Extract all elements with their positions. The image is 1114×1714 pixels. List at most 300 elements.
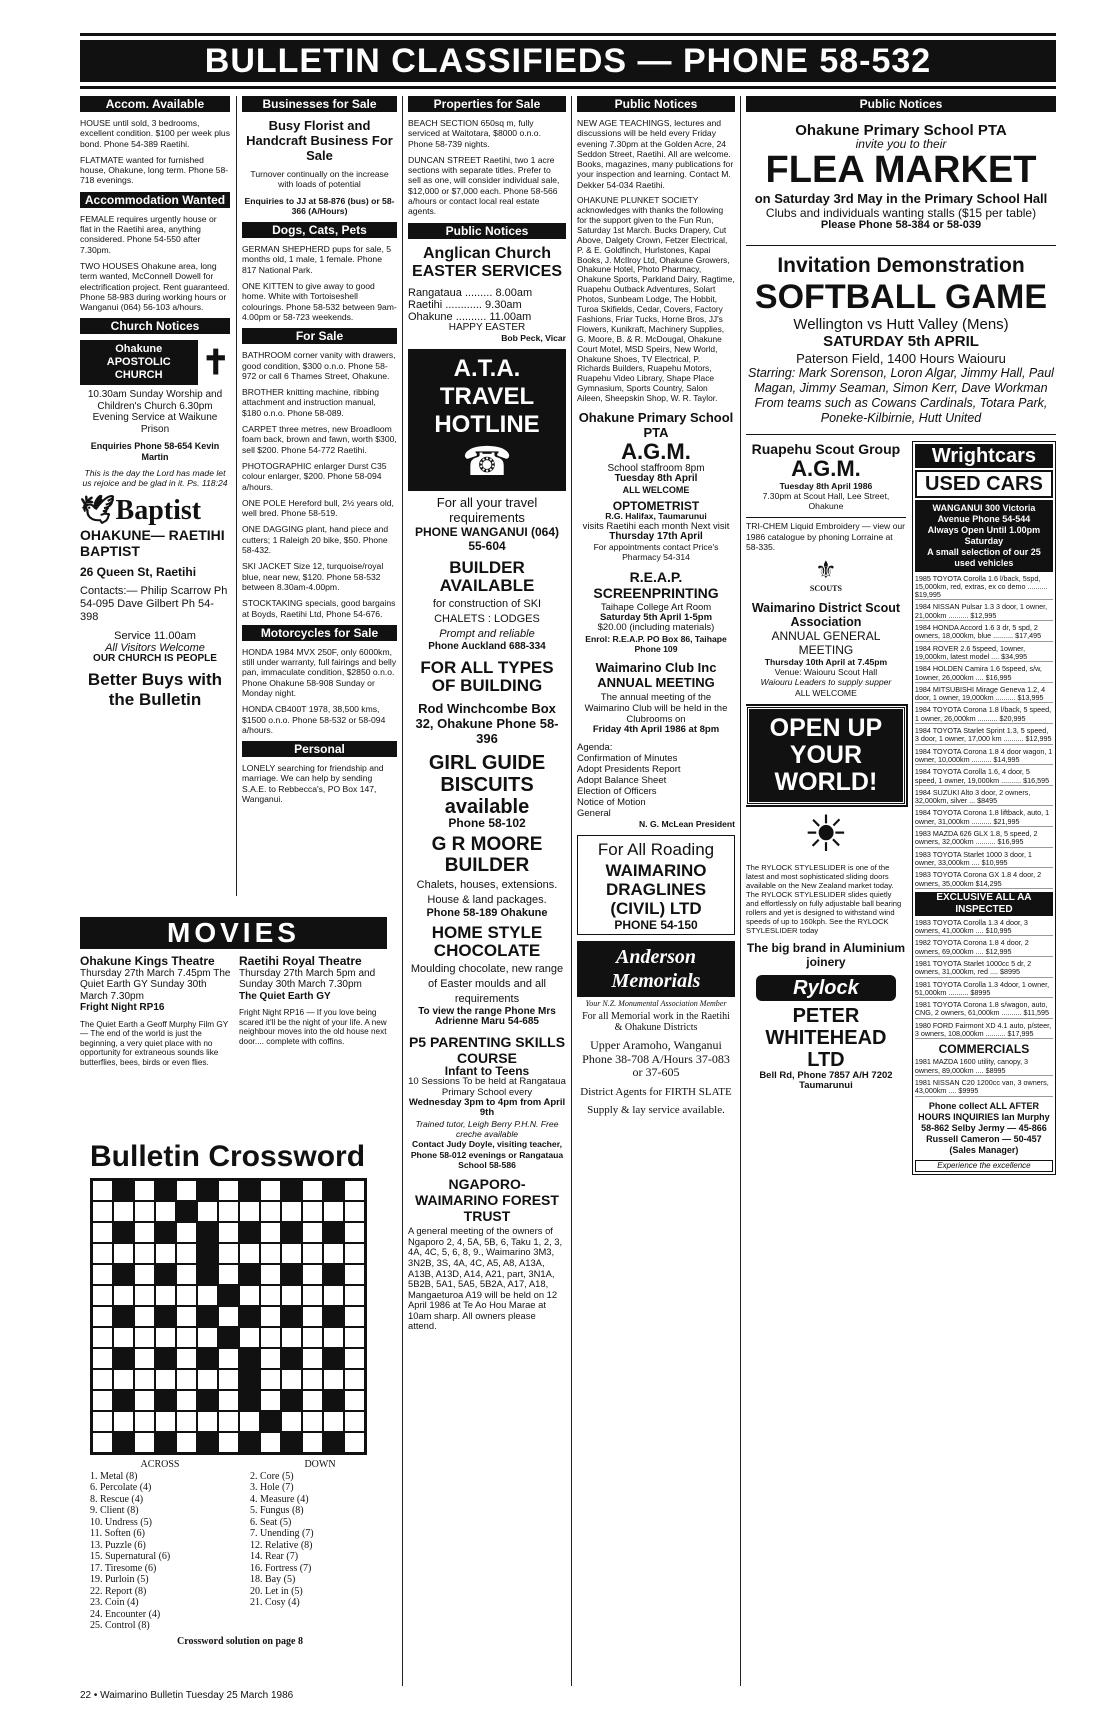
crossword-cell[interactable]: [113, 1201, 134, 1222]
crossword-solution-note: Crossword solution on page 8: [177, 1635, 303, 1647]
crossword-cell[interactable]: [344, 1348, 365, 1369]
down-clues: [250, 1459, 390, 1632]
crossword-cell[interactable]: [218, 1180, 239, 1201]
crossword-cell[interactable]: [92, 1201, 113, 1222]
car-listing: 1984 MITSUBISHI Mirage Geneva 1.2, 4 door, 1 owner, 19,000km .......... $13,995: [915, 686, 1053, 704]
crossword-cell[interactable]: [134, 1348, 155, 1369]
crossword-cell[interactable]: [92, 1390, 113, 1411]
guide-title: GIRL GUIDE BISCUITS available: [428, 751, 546, 818]
crossword-cell[interactable]: [260, 1369, 281, 1390]
crossword-cell[interactable]: [302, 1432, 323, 1453]
column-separator: [740, 96, 741, 1686]
apostolic-name: Ohakune APOSTOLIC CHURCH: [80, 340, 198, 385]
crossword-block: [113, 1306, 134, 1327]
scout-when: Tuesday 8th April 1986: [779, 480, 873, 491]
film-description: The Quiet Earth a Geoff Murphy Film GY — The end of the world is just the beginning, a very quiet place with no opportunity for extraneous sounds like butterflies, bees, birds or even flies.: [80, 1019, 229, 1067]
down-header: DOWN: [304, 1459, 336, 1470]
car-listing: 1984 HONDA Accord 1.6 3 dr, 5 spd, 2 owners, 18,000km, blue .......... $17,495: [915, 624, 1053, 642]
crossword-cell[interactable]: [344, 1285, 365, 1306]
crossword-cell[interactable]: [281, 1327, 302, 1348]
crossword-cell[interactable]: [176, 1222, 197, 1243]
crossword-cell[interactable]: [344, 1264, 365, 1285]
baptist-logo: [80, 495, 230, 527]
crossword-cell[interactable]: [176, 1264, 197, 1285]
softball-invite: Invitation Demonstration: [777, 253, 1025, 277]
clue-item: 23. Coin (4): [90, 1597, 139, 1608]
crossword-cell[interactable]: [218, 1432, 239, 1453]
plunket-notice: OHAKUNE PLUNKET SOCIETY acknowledges with thanks the following for the support given to the Fun Run, Saturday 1st March. Bucks Drapery, Cut Above, Dalgety Crown, Fetzer Electrical, P. & E. Goldfinch, Hurlstones, Kapai Books, J. McIlroy Ltd, Ohakune Growers, Ohakune Hotel, Photo Pharmacy, Ohakune Sports, Parkland Dairy, Ragtime, Ruapehu Outback Adventures, Solart Photos, Sunbeam Lodge, The Hobbit, Turoa Skifields, Cedar, Covers, Factory Fashions, Friar Tucks, Horne Bros, JJ's Flowers, Kunikraft, Machinery Supplies, G. Moore, B. & R. McDougal, Ohakune Court Motel, MSD Speirs, New World, Ohakune Shoes, TV Electrical, P. Richards Builders, Ruapehu Motors, Ruapehu Video Library, Shape Place Gymnasium, Sports Country, Salon Aileen, Sheepskin Shop, W. R. Taylor.: [577, 195, 735, 404]
optometrist-name: R.G. Halifax, Taumarunui: [605, 511, 707, 522]
crossword-cell[interactable]: [155, 1243, 176, 1264]
crossword-block: [113, 1348, 134, 1369]
scout-where: 7.30pm at Scout Hall, Lee Street, Ohakune: [762, 490, 890, 512]
crossword-cell[interactable]: [134, 1306, 155, 1327]
crossword-cell[interactable]: [218, 1306, 239, 1327]
baptist-address: 26 Queen St, Raetihi: [80, 564, 197, 579]
chocolate-title: HOME STYLE CHOCOLATE: [431, 923, 543, 961]
builder-phone: Phone Auckland 688-334: [428, 641, 546, 653]
clue-item: 18. Bay (5): [250, 1574, 296, 1585]
agenda-item: Election of Officers: [577, 785, 657, 797]
crossword-cell[interactable]: [344, 1411, 365, 1432]
section-header: Church Notices: [80, 318, 230, 334]
crossword-cell[interactable]: [302, 1222, 323, 1243]
optometrist-text: visits Raetihi each month Next visit: [582, 520, 730, 532]
car-listing: 1983 TOYOTA Corona GX 1.8 4 door, 2 owners, 35,000km $14,295: [915, 871, 1053, 889]
crossword-cell[interactable]: [218, 1243, 239, 1264]
baptist-service: Service 11.00am: [114, 629, 196, 642]
crossword-cell[interactable]: [344, 1201, 365, 1222]
classified-ad: GERMAN SHEPHERD pups for sale, 5 months old, 1 male, 1 female. Phone 817 National Park.: [242, 244, 392, 275]
crossword-cell[interactable]: [92, 1306, 113, 1327]
forest-trust-title: NGAPORO-WAIMARINO FOREST TRUST: [415, 1176, 559, 1225]
crossword-block: [323, 1432, 344, 1453]
florist-text: Turnover continually on the increase with loads of potential: [250, 169, 389, 190]
movies-banner: MOVIES: [80, 917, 387, 949]
crossword-cell[interactable]: [281, 1411, 302, 1432]
anglican-services: [408, 287, 566, 323]
crossword-cell[interactable]: [302, 1411, 323, 1432]
wrightcars-hours: Always Open Until 1.00pm Saturday: [927, 524, 1041, 546]
sunrise-icon: ☀: [803, 805, 849, 862]
crossword-cell[interactable]: [134, 1369, 155, 1390]
club-text: The annual meeting of the Waimarino Club will be held in the Clubrooms on: [584, 692, 728, 726]
crossword-cell[interactable]: [344, 1180, 365, 1201]
crossword-cell[interactable]: [260, 1264, 281, 1285]
florist-title: Busy Florist and Handcraft Business For Sale: [246, 118, 393, 163]
crossword-cell[interactable]: [134, 1264, 155, 1285]
wrightcars-address: WANGANUI 300 Victoria Avenue Phone 54-544: [932, 502, 1036, 524]
crossword-cell[interactable]: [92, 1264, 113, 1285]
flea-when: on Saturday 3rd May in the Primary School Hall: [754, 191, 1048, 207]
car-listing: 1984 SUZUKI Alto 3 door, 2 owners, 32,000km, silver ... $8495: [915, 789, 1053, 807]
clue-item: 25. Control (8): [90, 1620, 150, 1631]
crossword-block: [197, 1264, 218, 1285]
crossword-cell[interactable]: [92, 1180, 113, 1201]
crossword-cell[interactable]: [92, 1327, 113, 1348]
crossword-block: [323, 1306, 344, 1327]
optometrist-when: Thursday 17th April: [609, 530, 703, 542]
crossword-block: [113, 1432, 134, 1453]
crossword-cell[interactable]: [134, 1327, 155, 1348]
crossword-cell[interactable]: [239, 1285, 260, 1306]
crossword-cell[interactable]: [197, 1201, 218, 1222]
crossword-cell[interactable]: [113, 1411, 134, 1432]
crossword-cell[interactable]: [302, 1369, 323, 1390]
p5-when: Wednesday 3pm to 4pm from April 9th: [408, 1097, 566, 1119]
clue-item: 11. Soften (6): [90, 1528, 145, 1539]
crossword-block: [155, 1222, 176, 1243]
anglican-signature: Bob Peck, Vicar: [501, 332, 566, 343]
clue-item: 5. Fungus (8): [250, 1505, 304, 1516]
open-up-banner: OPEN UP YOUR WORLD!: [746, 706, 906, 805]
section-header: Dogs, Cats, Pets: [242, 222, 397, 238]
clue-item: 22. Report (8): [90, 1585, 147, 1597]
crossword-block: [239, 1390, 260, 1411]
flea-market-title: FLEA MARKET: [765, 149, 1037, 192]
wrightcars-brand: Wrightcars: [915, 444, 1053, 468]
crossword-cell[interactable]: [260, 1285, 281, 1306]
clue-item: 24. Encounter (4): [90, 1608, 161, 1620]
crossword-grid[interactable]: [90, 1178, 367, 1455]
crossword-cell[interactable]: [134, 1285, 155, 1306]
crossword-cell[interactable]: [92, 1432, 113, 1453]
car-listing: 1981 MAZDA 1600 utility, canopy, 3 owners, 89,000km .... $8995: [915, 1058, 1053, 1076]
agenda-item: General: [577, 807, 611, 819]
crossword-block: [155, 1264, 176, 1285]
clue-item: 16. Fortress (7): [250, 1562, 312, 1574]
crossword-cell[interactable]: [281, 1243, 302, 1264]
rylock-brand: The big brand in Aluminium joinery: [746, 940, 906, 969]
crossword-cell[interactable]: [302, 1201, 323, 1222]
crossword-cell[interactable]: [113, 1369, 134, 1390]
crossword-cell[interactable]: [323, 1243, 344, 1264]
softball-title: SOFTBALL GAME: [754, 277, 1048, 316]
crossword-cell[interactable]: [155, 1327, 176, 1348]
masthead-title: BULLETIN CLASSIFIEDS — PHONE 58-532: [80, 40, 1056, 82]
chocolate-text: Moulding chocolate, new range of Easter moulds and all requirements: [410, 963, 564, 1006]
crossword-block: [323, 1390, 344, 1411]
crossword-block: [155, 1348, 176, 1369]
dove-icon: 🕊: [80, 494, 116, 526]
crossword-cell[interactable]: [176, 1243, 197, 1264]
crossword-cell[interactable]: [323, 1201, 344, 1222]
crossword-cell[interactable]: [134, 1432, 155, 1453]
car-listing: 1981 TOYOTA Starlet 1000cc 5 dr, 2 owners, 31,000km, red .... $8995: [915, 960, 1053, 978]
classified-ad: LONELY searching for friendship and marriage. We can help by sending S.A.E. to Rebbecca's, PO Box 147, Wanganui.: [242, 763, 384, 805]
crossword-cell[interactable]: [281, 1201, 302, 1222]
district-welcome: ALL WELCOME: [795, 687, 857, 698]
crossword-cell[interactable]: [344, 1243, 365, 1264]
crossword-cell[interactable]: [260, 1201, 281, 1222]
car-listing: 1984 ROVER 2.6 5speed, 1owner, 19,000km, latest model .... $34,995: [915, 645, 1053, 663]
moore-phone: Phone 58-189 Ohakune: [426, 906, 548, 919]
club-signature: N. G. McLean President: [639, 818, 735, 829]
peter-whitehead-title: PETER WHITEHEAD LTD: [765, 1004, 887, 1071]
crossword-cell[interactable]: [92, 1285, 113, 1306]
crossword-cell[interactable]: [134, 1411, 155, 1432]
crossword-cell[interactable]: [155, 1369, 176, 1390]
crossword-cell[interactable]: [323, 1327, 344, 1348]
crossword-block: [260, 1411, 281, 1432]
crossword-cell[interactable]: [176, 1327, 197, 1348]
service-line: Raetihi ............ 9.30am: [408, 298, 522, 311]
crossword-cell[interactable]: [92, 1348, 113, 1369]
crossword-block: [197, 1222, 218, 1243]
flea-pta: Ohakune Primary School PTA: [795, 122, 1007, 139]
clue-item: 9. Client (8): [90, 1505, 139, 1516]
crossword-cell[interactable]: [176, 1411, 197, 1432]
crossword-cell[interactable]: [155, 1285, 176, 1306]
crossword-cell[interactable]: [344, 1327, 365, 1348]
crossword-cell[interactable]: [344, 1432, 365, 1453]
crossword-cell[interactable]: [92, 1243, 113, 1264]
agenda-item: Confirmation of Minutes: [577, 752, 678, 764]
apostolic-enquiries: Enquiries Phone 58-654 Kevin Martin: [90, 441, 220, 462]
crossword-cell[interactable]: [176, 1432, 197, 1453]
crossword-block: [113, 1264, 134, 1285]
district-agm: ANNUAL GENERAL MEETING: [771, 628, 881, 657]
chocolate-contact: To view the range Phone Mrs Adrienne Maru 54-685: [418, 1006, 556, 1028]
district-when: Thursday 10th April at 7.45pm: [764, 656, 888, 667]
apostolic-times: 10.30am Sunday Worship and Children's Church 6.30pm Evening Service at Waikune Prison: [87, 389, 223, 435]
draglines-tagline: For All Roading: [597, 839, 715, 859]
agenda-item: Notice of Motion: [577, 796, 646, 808]
crossword-cell[interactable]: [344, 1369, 365, 1390]
crossword-cell[interactable]: [134, 1243, 155, 1264]
moore-title: G R MOORE BUILDER: [431, 833, 543, 876]
crossword-cell[interactable]: [197, 1411, 218, 1432]
crossword-cell[interactable]: [344, 1222, 365, 1243]
crossword-block: [197, 1432, 218, 1453]
crossword-cell[interactable]: [323, 1411, 344, 1432]
crossword-cell[interactable]: [260, 1306, 281, 1327]
car-listing: 1981 TOYOTA Corolla 1.3 4door, 1 owner, 51,000km .......... $8995: [915, 981, 1053, 999]
crossword-cell[interactable]: [302, 1243, 323, 1264]
scouts-column: [746, 441, 906, 1175]
crossword-cell[interactable]: [176, 1180, 197, 1201]
crossword-cell[interactable]: [176, 1390, 197, 1411]
classified-ad: PHOTOGRAPHIC enlarger Durst C35 colour enlarger, $200. Phone 58-094 a/hours.: [242, 460, 387, 492]
service-line: Ohakune .......... 11.00am: [408, 310, 532, 323]
crossword-cell[interactable]: [260, 1243, 281, 1264]
rylock-logo: Rylock: [756, 975, 896, 1001]
classified-ad: BATHROOM corner vanity with drawers, good condition, $300 o.n.o. Phone 58-972 or call 6 Thames Street, Ohakune.: [242, 350, 396, 381]
crossword-cell[interactable]: [302, 1390, 323, 1411]
car-listing: 1984 TOYOTA Corona 1.8 l/back, 5 speed, 1 owner, 26,000km .......... $20,995: [914, 705, 1052, 723]
crossword-cell[interactable]: [218, 1390, 239, 1411]
classified-ad: HONDA 1984 MVX 250F, only 6000km, still under warranty, full fairings and belly pan, immaculate condition, $2850 o.n.o. Phone Ohakune 58-908 Sunday or Monday night.: [242, 646, 397, 698]
crossword-block: [281, 1264, 302, 1285]
crossword-block: [197, 1306, 218, 1327]
ata-phone: PHONE WANGANUI (064) 55-604: [414, 525, 560, 554]
scouts-logo-text: SCOUTS: [809, 584, 842, 594]
draglines-title: WAIMARINO DRAGLINES (CIVIL) LTD: [605, 860, 707, 918]
crossword-cell[interactable]: [344, 1390, 365, 1411]
crossword-cell[interactable]: [323, 1285, 344, 1306]
crossword-block: [239, 1306, 260, 1327]
clue-item: 13. Puzzle (6): [90, 1539, 146, 1551]
reap-cost: $20.00 (including materials): [597, 622, 715, 634]
crossword-cell[interactable]: [239, 1327, 260, 1348]
builder-text: for construction of SKI CHALETS : LODGES: [432, 598, 542, 626]
crossword-cell[interactable]: [92, 1411, 113, 1432]
classified-ad: HOUSE until sold, 3 bedrooms, excellent condition. $100 per week plus bond. Phone 54-389 Raetihi.: [80, 118, 230, 149]
section-header: Businesses for Sale: [242, 96, 397, 112]
clue-item: 12. Relative (8): [250, 1539, 313, 1551]
peter-whitehead-phone: Bell Rd, Phone 7857 A/H 7202 Taumarunui: [759, 1069, 893, 1092]
baptist-welcome: All Visitors Welcome: [105, 641, 205, 654]
crossword-block: [239, 1369, 260, 1390]
crossword-cell[interactable]: [176, 1369, 197, 1390]
crossword-cell[interactable]: [134, 1390, 155, 1411]
theatre-film: Fright Night RP16: [80, 1002, 165, 1013]
crossword-block: [197, 1348, 218, 1369]
down-list: [250, 1471, 390, 1609]
service-line: Rangataua ......... 8.00am: [408, 286, 533, 299]
crossword-cell[interactable]: [113, 1243, 134, 1264]
crossword-cell[interactable]: [218, 1222, 239, 1243]
car-listing: 1984 TOYOTA Corolla 1.6, 4 door, 5 speed, 1 owner, 19,000km .......... $16,595: [915, 768, 1053, 786]
anderson-agents: District Agents for FIRTH SLATE: [580, 1085, 732, 1098]
lower-section: [746, 434, 1056, 1175]
builder-prompt: Prompt and reliable: [439, 628, 535, 641]
crossword-cell[interactable]: [176, 1348, 197, 1369]
agenda-item: Adopt Presidents Report: [577, 763, 681, 775]
section-header: Public Notices: [408, 223, 566, 239]
pta-welcome: ALL WELCOME: [622, 484, 690, 495]
crossword-cell[interactable]: [113, 1285, 134, 1306]
baptist-logo-text: Baptist: [115, 494, 202, 526]
club-when: Friday 4th April 1986 at 8pm: [592, 724, 720, 736]
anderson-text: For all Memorial work in the Raetihi & Ohakune Districts: [582, 1011, 730, 1034]
crossword-cell[interactable]: [197, 1369, 218, 1390]
softball-starring: Starring: Mark Sorenson, Loron Algar, Jimmy Hall, Paul Magan, Jimmy Seaman, Simon Kerr, Dave Workman: [748, 365, 1054, 395]
flea-text: Clubs and individuals wanting stalls ($15 per table): [765, 206, 1037, 221]
crossword-block: [323, 1222, 344, 1243]
crossword-cell[interactable]: [260, 1222, 281, 1243]
crossword-cell[interactable]: [260, 1348, 281, 1369]
crossword-cell[interactable]: [197, 1327, 218, 1348]
softball-venue: Paterson Field, 1400 Hours Waiouru: [796, 350, 1006, 366]
theatre-name: Ohakune Kings Theatre: [80, 954, 215, 968]
district-title: Waimarino District Scout Association: [751, 600, 901, 629]
crossword-cell[interactable]: [92, 1222, 113, 1243]
crossword-cell[interactable]: [281, 1369, 302, 1390]
wrightcars-ad: [912, 441, 1056, 1175]
rylock-text: The RYLOCK STYLESLIDER is one of the latest and most sophisticated sliding doors available on the New Zealand market today. The RYLOCK STYLESLIDER slides quietly and effortlessly on fully adjustable ball bearing rollers and yet is designed to withstand wind speeds of up to 160kph. See the RYLOCK STYLESLIDER today: [746, 862, 902, 935]
crossword-block: [197, 1390, 218, 1411]
reap-title: R.E.A.P. SCREENPRINTING: [593, 568, 719, 601]
crossword-cell[interactable]: [302, 1264, 323, 1285]
crossword-cell[interactable]: [176, 1306, 197, 1327]
crossword-cell[interactable]: [134, 1180, 155, 1201]
section-header: Accommodation Wanted: [80, 192, 230, 208]
crossword-cell[interactable]: [92, 1369, 113, 1390]
car-listing: 1981 NISSAN C20 1200cc van, 3 owners, 43,000km .... $9995: [915, 1079, 1053, 1097]
crossword-block: [197, 1180, 218, 1201]
classified-ad: FLATMATE wanted for furnished house, Ohakune, long term. Phone 58-718 evenings.: [80, 154, 229, 186]
crossword-block: [323, 1180, 344, 1201]
anglican-greeting: HAPPY EASTER: [448, 321, 526, 333]
crossword-cell[interactable]: [302, 1285, 323, 1306]
crossword-cell[interactable]: [218, 1369, 239, 1390]
theatre-film: The Quiet Earth GY: [239, 990, 331, 1002]
clue-item: 15. Supernatural (6): [90, 1551, 171, 1562]
across-list: [90, 1471, 230, 1632]
crossword-block: [281, 1432, 302, 1453]
crossword-cell[interactable]: [302, 1306, 323, 1327]
draglines-phone: PHONE 54-150: [614, 917, 698, 932]
crossword-cell[interactable]: [302, 1348, 323, 1369]
crossword-cell[interactable]: [239, 1411, 260, 1432]
crossword-block: [281, 1390, 302, 1411]
aa-car-list: [915, 919, 1053, 1040]
crossword-block: [218, 1327, 239, 1348]
movies-listings: [80, 956, 390, 1073]
page-footer: 22 • Waimarino Bulletin Tuesday 25 March 1986: [80, 1690, 294, 1701]
crossword-cell[interactable]: [218, 1201, 239, 1222]
crossword-cell[interactable]: [302, 1180, 323, 1201]
district-venue: Venue: Waiouru Scout Hall: [774, 666, 878, 677]
crossword-cell[interactable]: [260, 1327, 281, 1348]
classified-ad: STOCKTAKING specials, good bargains at Boyds, Raetihi Ltd, Phone 54-676.: [242, 598, 396, 619]
car-listing: 1984 TOYOTA Starlet Sprint 1.3, 5 speed, 3 door, 1 owner, 17,000 km .......... $12,995: [914, 726, 1052, 744]
crossword-cell[interactable]: [176, 1285, 197, 1306]
crossword-cell[interactable]: [218, 1264, 239, 1285]
crossword-block: [323, 1264, 344, 1285]
car-listing: 1984 TOYOTA Corona 1.8 4 door wagon, 1 owner, 10,000km .......... $14,995: [914, 746, 1053, 764]
flea-phone: Please Phone 58-384 or 58-039: [820, 219, 982, 232]
theatre-name: Raetihi Royal Theatre: [239, 954, 362, 968]
crossword-block: [281, 1222, 302, 1243]
baptist-slogan: OUR CHURCH IS PEOPLE: [93, 652, 217, 664]
crossword-cell[interactable]: [218, 1348, 239, 1369]
column-separator: [402, 96, 403, 1686]
crossword-cell[interactable]: [260, 1390, 281, 1411]
crossword-cell[interactable]: [134, 1222, 155, 1243]
crossword-cell[interactable]: [323, 1369, 344, 1390]
crossword-block: [176, 1201, 197, 1222]
car-listing: 1985 TOYOTA Corolla 1.6 l/back, 5spd, 15,000km, red, extras, ex co demo .......... $19,995: [915, 575, 1053, 601]
optometrist-appointments: For appointments contact Price's Pharmacy 54-314: [593, 542, 719, 563]
crossword-cell[interactable]: [197, 1285, 218, 1306]
theatre-raetihi: [239, 956, 390, 1073]
classified-ad: ONE DAGGING plant, hand piece and cutters; 1 Raleigh 20 bike, $50. Phone 58-432.: [242, 524, 389, 556]
used-cars-title: USED CARS: [915, 470, 1053, 498]
crossword-cell[interactable]: [302, 1327, 323, 1348]
across-header: ACROSS: [140, 1459, 180, 1470]
p5-subtitle: Infant to Teens: [444, 1063, 530, 1078]
crossword-cell[interactable]: [260, 1432, 281, 1453]
crossword-cell[interactable]: [281, 1285, 302, 1306]
crossword-cell[interactable]: [239, 1201, 260, 1222]
crossword-cell[interactable]: [113, 1327, 134, 1348]
crossword-cell[interactable]: [218, 1411, 239, 1432]
crossword-cell[interactable]: [155, 1411, 176, 1432]
crossword-cell[interactable]: [239, 1243, 260, 1264]
crossword-cell[interactable]: [155, 1201, 176, 1222]
baptist-contacts: Contacts:— Philip Scarrow Ph 54-095 Dave Gilbert Ph 54-398: [80, 584, 228, 623]
crossword-cell[interactable]: [134, 1201, 155, 1222]
crossword-block: [323, 1348, 344, 1369]
anglican-title: Anglican Church EASTER SERVICES: [412, 244, 562, 280]
masthead-rule: [80, 86, 1056, 89]
crossword-cell[interactable]: [344, 1306, 365, 1327]
softball-teams-vs: Wellington vs Hutt Valley (Mens): [793, 315, 1009, 333]
crossword-cell[interactable]: [260, 1180, 281, 1201]
section-header: Public Notices: [746, 96, 1056, 112]
